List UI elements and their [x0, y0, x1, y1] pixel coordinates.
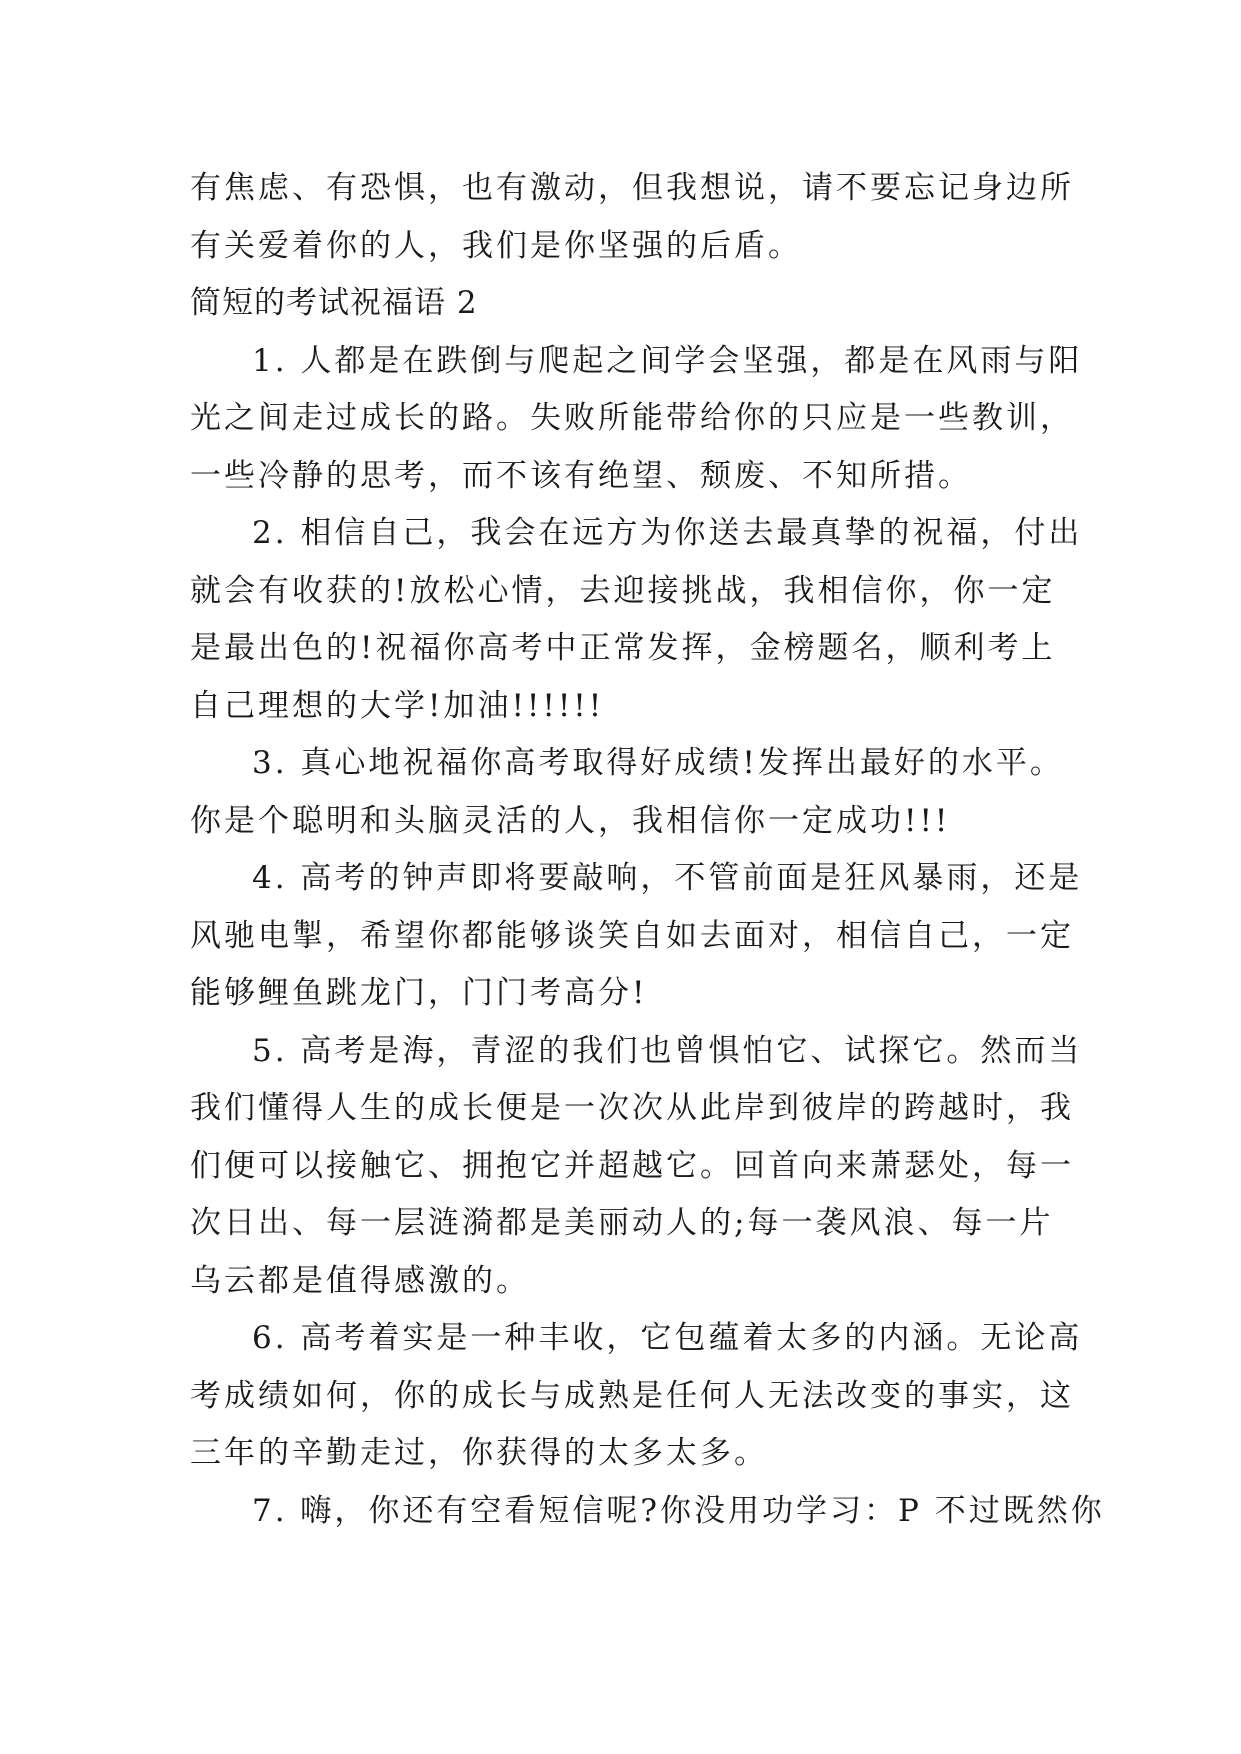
list-item [190, 505, 1083, 735]
text-line: 自己理想的大学!加油!!!!!! [190, 687, 605, 724]
text-line: 我们懂得人生的成长便是一次次从此岸到彼岸的跨越时，我 [190, 1090, 1074, 1126]
text-line: 5. 高考是海，青涩的我们也曾惧怕它、试探它。然而当 [252, 1032, 1083, 1069]
text-line: 2. 相信自己，我会在远方为你送去最真挚的祝福，付出 [252, 515, 1083, 551]
list-item [190, 333, 1083, 506]
text-line: 考成绩如何，你的成长与成熟是任何人无法改变的事实，这 [190, 1377, 1074, 1414]
document-body [190, 160, 1105, 1540]
list-item [190, 1483, 1105, 1541]
list-item [190, 1310, 1083, 1483]
text-line: 乌云都是值得感激的。 [190, 1262, 530, 1299]
text-line: 你是个聪明和头脑灵活的人，我相信你一定成功!!! [190, 802, 951, 839]
text-line: 就会有收获的!放松心情，去迎接挑战，我相信你，你一定 [190, 572, 1056, 609]
section-title: 简短的考试祝福语 2 [190, 285, 478, 321]
text-line: 6. 高考着实是一种丰收，它包蕴着太多的内涵。无论高 [252, 1320, 1083, 1356]
text-line: 是最出色的!祝福你高考中正常发挥，金榜题名，顺利考上 [190, 630, 1056, 666]
list-item [190, 1023, 1083, 1311]
text-line: 次日出、每一层涟漪都是美丽动人的;每一袭风浪、每一片 [190, 1205, 1054, 1241]
text-line: 4. 高考的钟声即将要敲响，不管前面是狂风暴雨，还是 [252, 860, 1083, 896]
text-line: 一些冷静的思考，而不该有绝望、颓废、不知所措。 [190, 457, 972, 494]
text-line: 光之间走过成长的路。失败所能带给你的只应是一些教训， [190, 400, 1074, 436]
text-line: 3. 真心地祝福你高考取得好成绩!发挥出最好的水平。 [252, 745, 1064, 781]
intro-paragraph [190, 160, 1074, 275]
text-line: 三年的辛勤走过，你获得的太多太多。 [190, 1435, 768, 1471]
text-line: 7. 嗨，你还有空看短信呢?你没用功学习：P 不过既然你 [252, 1492, 1105, 1529]
text-line: 们便可以接触它、拥抱它并超越它。回首向来萧瑟处，每一 [190, 1147, 1074, 1184]
text-line: 风驰电掣，希望你都能够谈笑自如去面对，相信自己，一定 [190, 917, 1074, 954]
list-item [190, 850, 1083, 1023]
text-line: 有焦虑、有恐惧，也有激动，但我想说，请不要忘记身边所 [190, 170, 1074, 206]
text-line: 能够鲤鱼跳龙门，门门考高分! [190, 975, 648, 1011]
text-line: 1. 人都是在跌倒与爬起之间学会坚强，都是在风雨与阳 [252, 342, 1083, 379]
text-line: 有关爱着你的人，我们是你坚强的后盾。 [190, 227, 802, 264]
list-item [190, 735, 1064, 850]
